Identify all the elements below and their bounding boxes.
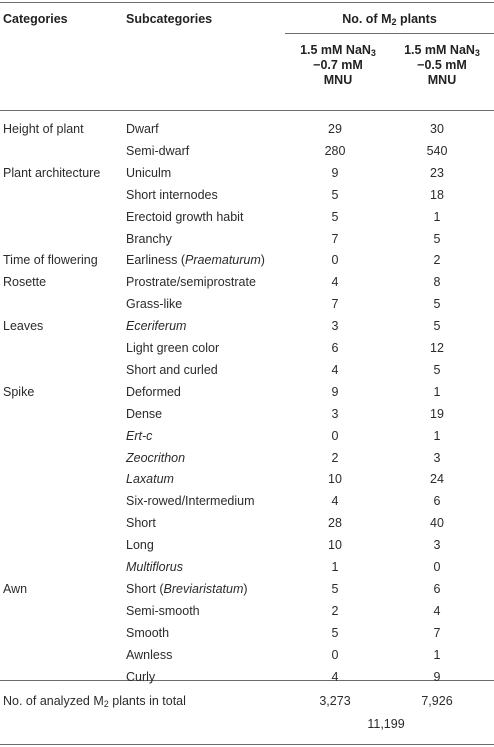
row-category: Spike bbox=[3, 385, 35, 399]
header-col1: 1.5 mM NaN$_3$ −0.7 mM MNU bbox=[300, 43, 376, 87]
row-subcategory: Six-rowed/Intermedium bbox=[126, 494, 255, 508]
row-value-col1: 28 bbox=[328, 516, 342, 530]
row-subcategory: Short (Breviaristatum) bbox=[126, 582, 248, 596]
row-value-col2: 18 bbox=[430, 188, 444, 202]
row-value-col2: 5 bbox=[433, 319, 441, 333]
row-value-col1: 10 bbox=[328, 472, 342, 486]
row-value-col2: 1 bbox=[433, 648, 441, 662]
footer-value-col1: 3,273 bbox=[319, 694, 351, 708]
row-value-col2: 2 bbox=[433, 253, 441, 267]
row-category: Leaves bbox=[3, 319, 44, 333]
row-subcategory: Eceriferum bbox=[126, 319, 187, 333]
row-value-col1: 280 bbox=[324, 144, 346, 158]
row-category: Rosette bbox=[3, 275, 47, 289]
row-value-col1: 2 bbox=[331, 451, 339, 465]
row-value-col1: 4 bbox=[331, 494, 339, 508]
row-value-col2: 6 bbox=[433, 494, 441, 508]
row-subcategory: Earliness (Praematurum) bbox=[126, 253, 265, 267]
footer-label: No. of analyzed $M_2$ plants in total bbox=[3, 694, 186, 709]
row-value-col2: 5 bbox=[433, 363, 441, 377]
group-header-rule bbox=[285, 33, 494, 34]
row-value-col2: 19 bbox=[430, 407, 444, 421]
row-subcategory: Zeocrithon bbox=[126, 451, 186, 465]
header-col2: 1.5 mM NaN$_3$ −0.5 mM MNU bbox=[404, 43, 480, 87]
row-value-col2: 540 bbox=[426, 144, 448, 158]
row-value-col1: 5 bbox=[331, 582, 339, 596]
row-value-col1: 5 bbox=[331, 188, 339, 202]
row-value-col1: 1 bbox=[331, 560, 339, 574]
row-value-col2: 40 bbox=[430, 516, 444, 530]
row-value-col1: 29 bbox=[328, 122, 342, 136]
header-categories: Categories bbox=[3, 12, 68, 26]
row-value-col2: 23 bbox=[430, 166, 444, 180]
row-value-col1: 0 bbox=[331, 648, 339, 662]
row-subcategory: Short internodes bbox=[126, 188, 218, 202]
row-value-col2: 1 bbox=[433, 210, 441, 224]
row-subcategory: Uniculm bbox=[126, 166, 172, 180]
header-group-title: No. of $M_2$ plants bbox=[342, 12, 437, 27]
row-value-col1: 9 bbox=[331, 385, 339, 399]
row-category: Height of plant bbox=[3, 122, 84, 136]
row-subcategory: Long bbox=[126, 538, 154, 552]
row-value-col2: 3 bbox=[433, 451, 441, 465]
row-value-col1: 10 bbox=[328, 538, 342, 552]
row-value-col2: 5 bbox=[433, 232, 441, 246]
row-subcategory: Short and curled bbox=[126, 363, 218, 377]
row-value-col1: 0 bbox=[331, 253, 339, 267]
row-value-col2: 9 bbox=[433, 670, 441, 684]
row-value-col2: 0 bbox=[433, 560, 441, 574]
row-subcategory: Erectoid growth habit bbox=[126, 210, 244, 224]
row-subcategory: Semi-smooth bbox=[126, 604, 200, 618]
row-subcategory: Semi-dwarf bbox=[126, 144, 190, 158]
row-value-col1: 9 bbox=[331, 166, 339, 180]
row-subcategory: Light green color bbox=[126, 341, 220, 355]
row-value-col1: 4 bbox=[331, 275, 339, 289]
row-category: Awn bbox=[3, 582, 28, 596]
row-subcategory: Deformed bbox=[126, 385, 181, 399]
row-subcategory: Awnless bbox=[126, 648, 173, 662]
row-value-col2: 4 bbox=[433, 604, 441, 618]
header-bottom-rule bbox=[0, 110, 494, 111]
row-value-col1: 2 bbox=[331, 604, 339, 618]
row-value-col1: 0 bbox=[331, 429, 339, 443]
row-value-col1: 3 bbox=[331, 407, 339, 421]
row-value-col2: 24 bbox=[430, 472, 444, 486]
row-subcategory: Dense bbox=[126, 407, 163, 421]
row-value-col1: 7 bbox=[331, 297, 339, 311]
row-value-col1: 3 bbox=[331, 319, 339, 333]
row-value-col2: 8 bbox=[433, 275, 441, 289]
row-category: Time of flowering bbox=[3, 253, 98, 267]
row-value-col1: 4 bbox=[331, 363, 339, 377]
footer-value-col2: 7,926 bbox=[421, 694, 453, 708]
bottom-rule bbox=[0, 744, 494, 745]
row-subcategory: Prostrate/semiprostrate bbox=[126, 275, 256, 289]
row-subcategory: Dwarf bbox=[126, 122, 159, 136]
row-value-col2: 1 bbox=[433, 429, 441, 443]
row-value-col1: 6 bbox=[331, 341, 339, 355]
row-subcategory: Branchy bbox=[126, 232, 172, 246]
row-value-col2: 3 bbox=[433, 538, 441, 552]
row-value-col1: 5 bbox=[331, 626, 339, 640]
row-subcategory: Curly bbox=[126, 670, 156, 684]
row-subcategory: Smooth bbox=[126, 626, 170, 640]
row-subcategory: Laxatum bbox=[126, 472, 174, 486]
row-value-col2: 6 bbox=[433, 582, 441, 596]
row-value-col1: 7 bbox=[331, 232, 339, 246]
row-value-col2: 5 bbox=[433, 297, 441, 311]
row-value-col1: 5 bbox=[331, 210, 339, 224]
row-value-col2: 12 bbox=[430, 341, 444, 355]
row-value-col2: 30 bbox=[430, 122, 444, 136]
row-value-col2: 7 bbox=[433, 626, 441, 640]
row-subcategory: Short bbox=[126, 516, 156, 530]
row-category: Plant architecture bbox=[3, 166, 101, 180]
row-subcategory: Multiflorus bbox=[126, 560, 183, 574]
header-subcategories: Subcategories bbox=[126, 12, 213, 26]
row-subcategory: Ert-c bbox=[126, 429, 153, 443]
row-value-col2: 1 bbox=[433, 385, 441, 399]
top-rule bbox=[0, 2, 494, 3]
footer-total: 11,199 bbox=[367, 717, 405, 731]
row-subcategory: Grass-like bbox=[126, 297, 183, 311]
row-value-col1: 4 bbox=[331, 670, 339, 684]
